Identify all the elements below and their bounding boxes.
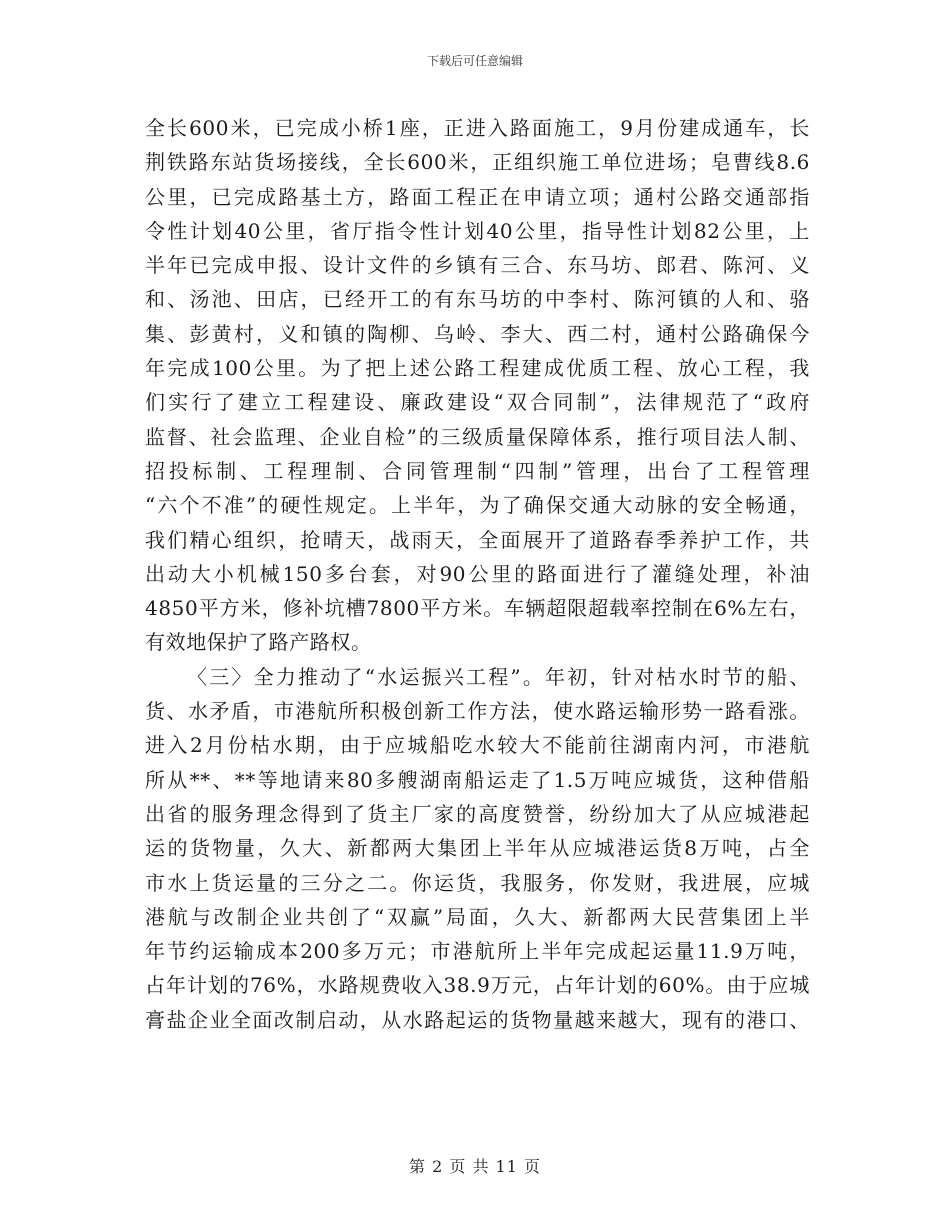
page-number-footer: 第 2 页 共 11 页 [409, 1157, 541, 1176]
text-line: 4850平方米，修补坑槽7800平方米。车辆超限超载率控制在6%左右， [145, 596, 810, 621]
text-line: 运的货物量，久大、新都两大集团上半年从应城港运货8万吨，占全 [145, 836, 810, 861]
text-line: 半年已完成申报、设计文件的乡镇有三合、东马坊、郎君、陈河、义 [145, 253, 810, 278]
text-line: 港航与改制企业共创了“双赢”局面，久大、新都两大民营集团上半 [145, 904, 810, 929]
text-line: 们实行了建立工程建设、廉政建设“双合同制”，法律规范了“政府 [145, 390, 810, 415]
text-line: 全长600米，已完成小桥1座，正进入路面施工，9月份建成通车，长 [145, 116, 810, 140]
text-line: 市水上货运量的三分之二。你运货，我服务，你发财，我进展，应城 [145, 870, 810, 895]
text-line: 〈三〉全力推动了“水运振兴工程”。年初，针对枯水时节的船、 [187, 664, 810, 689]
text-line: 有效地保护了路产路权。 [145, 630, 372, 655]
text-line: 令性计划40公里，省厅指令性计划40公里，指导性计划82公里，上 [145, 218, 810, 243]
text-line: 集、彭黄村，义和镇的陶柳、乌岭、李大、西二村，通村公路确保今 [145, 321, 810, 346]
text-line: 出省的服务理念得到了货主厂家的高度赞誉，纷纷加大了从应城港起 [145, 801, 810, 826]
text-line: 荆铁路东站货场接线，全长600米，正组织施工单位进场；皂曹线8.6 [145, 150, 810, 175]
text-line: 和、汤池、田店，已经开工的有东马坊的中李村、陈河镇的人和、骆 [145, 287, 810, 312]
text-line: 监督、社会监理、企业自检”的三级质量保障体系，推行项目法人制、 [145, 424, 810, 449]
text-line: 公里，已完成路基土方，路面工程正在申请立项；通村公路交通部指 [145, 184, 810, 209]
text-line: 所从**、**等地请来80多艘湖南船运走了1.5万吨应城货，这种借船 [145, 767, 810, 792]
page-header: 下载后可任意编辑 [426, 54, 523, 68]
text-line: “六个不准”的硬性规定。上半年，为了确保交通大动脉的安全畅通， [145, 493, 810, 518]
text-line: 货、水矛盾，市港航所积极创新工作方法，使水路运输形势一路看涨。 [145, 699, 810, 724]
text-line: 招投标制、工程理制、合同管理制“四制”管理，出台了工程管理 [145, 458, 810, 483]
text-line: 占年计划的76%，水路规费收入38.9万元，占年计划的60%。由于应城 [145, 973, 810, 998]
text-line: 年完成100公里。为了把上述公路工程建成优质工程、放心工程，我 [145, 356, 810, 381]
text-line: 我们精心组织，抢晴天，战雨天，全面展开了道路春季养护工作，共 [145, 527, 810, 552]
text-line: 出动大小机械150多台套，对90公里的路面进行了灌缝处理，补油 [145, 561, 810, 586]
text-line: 年节约运输成本200多万元；市港航所上半年完成起运量11.9万吨， [145, 939, 810, 964]
document-body [145, 111, 810, 1037]
text-line: 膏盐企业全面改制启动，从水路起运的货物量越来越大，现有的港口、 [145, 1007, 810, 1032]
text-line: 进入2月份枯水期，由于应城船吃水较大不能前往湖南内河，市港航 [145, 733, 810, 758]
